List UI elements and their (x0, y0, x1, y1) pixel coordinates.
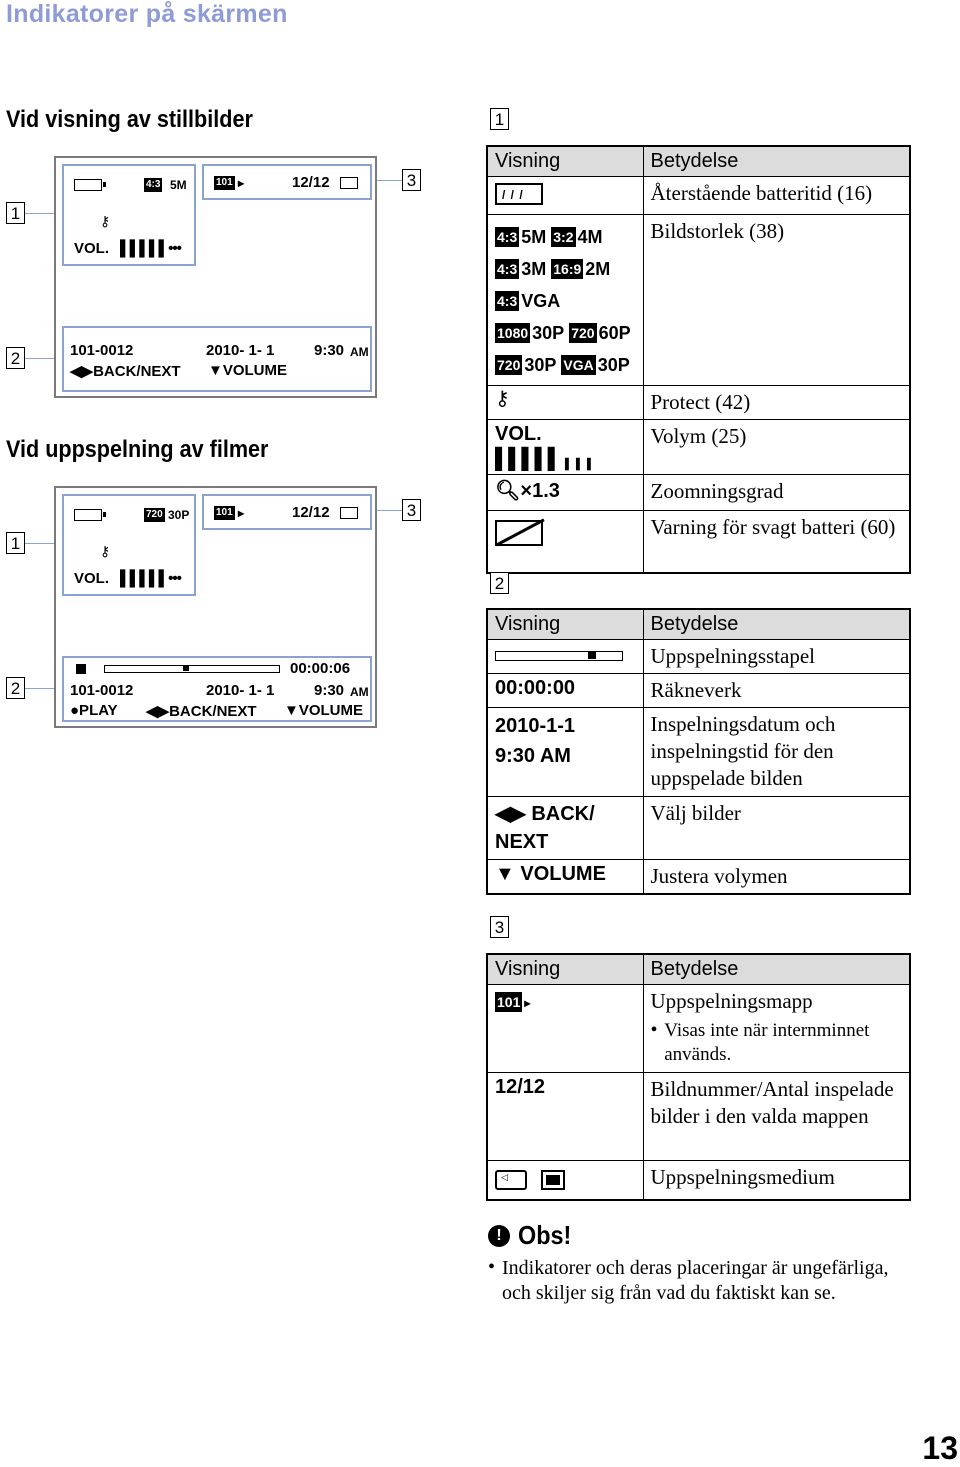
record-ampm: AM (350, 685, 369, 699)
table2-display-backnext: ◀▶ BACK/ NEXT (487, 797, 643, 860)
callout-2-still: 2 (6, 347, 25, 369)
protect-key-icon: ⚷ (100, 544, 111, 560)
battery-icon (74, 179, 102, 191)
table2-display-datetime: 2010-1-1 9:30 AM (487, 708, 643, 797)
table-row (487, 1161, 910, 1201)
notes-title: Obs! (518, 1220, 572, 1250)
low-battery-icon (495, 520, 543, 546)
protect-key-icon: ⚷ (487, 386, 643, 420)
table2-meaning-volume: Justera volymen (643, 860, 910, 895)
still-group-1 (62, 164, 196, 266)
movie-group-2 (62, 656, 372, 722)
volume-label: VOL. (74, 570, 110, 587)
table2-meaning-counter: Räkneverk (643, 674, 910, 708)
table3-meaning-count: Bildnummer/Antal inspelade bilder i den valda mappen (643, 1073, 910, 1161)
table1-meaning-size: Bildstorlek (38) (643, 215, 910, 386)
table1-col-betydelse: Betydelse (643, 146, 910, 177)
table-row: 101 ▸ Uppspelningsmapp • Visas inte när internminnet används. (487, 985, 910, 1073)
table1-number: 1 (490, 108, 509, 130)
table-row (487, 511, 910, 573)
still-section-title: Vid visning av stillbilder (6, 106, 253, 133)
table2-display-counter: 00:00:00 (487, 674, 643, 708)
table-row (487, 215, 910, 386)
still-screen (54, 156, 377, 398)
table-row (487, 386, 910, 420)
callout-3-movie: 3 (402, 499, 421, 521)
folder-icon: 101 (216, 177, 233, 188)
table3-col-visning: Visning (487, 954, 643, 985)
zoom-icon: 🔍︎ (495, 478, 521, 502)
table1-meaning-protect: Protect (42) (643, 386, 910, 420)
protect-key-icon: ⚷ (100, 214, 111, 230)
notes-item: • Indikatorer och deras placeringar är ungefärliga, och skiljer sig från vad du faktiskt kan se. (488, 1256, 918, 1306)
image-size-label: 5M (170, 178, 187, 192)
table1-meaning-volume: Volym (25) (643, 420, 910, 475)
table-row (487, 860, 910, 895)
still-group-3: 101 ▸ 12/12 (202, 164, 372, 200)
movie-group-3: 101 ▸ 12/12 (202, 494, 372, 530)
table3-display-count: 12/12 (487, 1073, 643, 1161)
table1-meaning-lowbattery: Varning för svagt batteri (60) (643, 511, 910, 573)
playback-bar-icon (495, 651, 623, 661)
notes-text: Indikatorer och deras placeringar är ungefärliga, och skiljer sig från vad du faktiskt kan se. (502, 1257, 889, 1304)
notes-heading (488, 1220, 577, 1251)
table-1 (486, 145, 911, 574)
page-number: 13 (922, 1430, 958, 1466)
movie-size-badge: 720 (146, 509, 163, 520)
table2-col-betydelse: Betydelse (643, 609, 910, 640)
volume-hint: ▼VOLUME (208, 362, 288, 379)
battery-icon (74, 509, 102, 521)
movie-size-label: 30P (168, 508, 190, 522)
table-2 (486, 608, 911, 895)
movie-screen (54, 486, 377, 728)
folder-icon: 101 (216, 507, 233, 518)
still-group-2 (62, 326, 372, 392)
image-size-list: 4:3 5M 3:2 4M 4:3 3M 16:9 2M 4:3 VGA 1080 30P 720 60P 720 30P VGA 30P (487, 215, 643, 386)
table-row (487, 674, 910, 708)
table3-meaning-folder: Uppspelningsmapp (650, 989, 813, 1013)
table3-number: 3 (490, 916, 509, 938)
playback-counter: 00:00:06 (290, 660, 351, 677)
record-date: 2010- 1- 1 (206, 342, 275, 359)
table3-note-folder: Visas inte när internminnet används. (664, 1020, 870, 1065)
volume-bars: ▌▌▌▌▌╻╻╻ (495, 448, 594, 470)
record-ampm: AM (350, 345, 369, 359)
table-row (487, 1073, 910, 1161)
table1-col-visning: Visning (487, 146, 643, 177)
table2-meaning-bar: Uppspelningsstapel (643, 640, 910, 674)
table2-meaning-backnext: Välj bilder (643, 797, 910, 860)
caution-icon: ! (488, 1225, 510, 1247)
table1-meaning-battery: Återstående batteritid (16) (643, 177, 910, 215)
volume-hint: ▼VOLUME (284, 702, 364, 719)
callout-1-movie: 1 (6, 532, 25, 554)
playback-bar (104, 665, 280, 673)
internal-memory-icon (541, 1170, 565, 1190)
file-number: 101-0012 (70, 342, 134, 359)
memory-card-icon: ◁ (495, 1170, 527, 1190)
page-header: Indikatorer på skärmen (6, 0, 288, 28)
memory-card-icon (340, 507, 358, 519)
movie-section-title: Vid uppspelning av filmer (6, 436, 269, 463)
battery-icon: / / / (495, 183, 543, 205)
record-time: 9:30 (314, 682, 345, 699)
table2-col-visning: Visning (487, 609, 643, 640)
volume-bars: ▌▌▌▌▌••• (120, 570, 181, 587)
table3-col-betydelse: Betydelse (643, 954, 910, 985)
image-size-badge: 4:3 (146, 179, 161, 190)
table-row (487, 640, 910, 674)
table-row (487, 797, 910, 860)
callout-1-still: 1 (6, 202, 25, 224)
table2-number: 2 (490, 572, 509, 594)
back-next-label: ◀▶BACK/NEXT (146, 703, 257, 720)
folder-icon: 101 (497, 994, 521, 1010)
volume-label: VOL. (74, 240, 110, 257)
movie-group-1 (62, 494, 196, 596)
record-date: 2010- 1- 1 (206, 682, 275, 699)
table-row (487, 475, 910, 511)
table-row (487, 708, 910, 797)
callout-2-movie: 2 (6, 677, 25, 699)
stop-icon (76, 664, 86, 674)
image-count: 12/12 (292, 174, 330, 191)
image-count: 12/12 (292, 504, 330, 521)
memory-card-icon (340, 177, 358, 189)
table2-display-volume: ▼ VOLUME (487, 860, 643, 895)
zoom-factor: ×1.3 (520, 480, 560, 502)
volume-bars: ▌▌▌▌▌••• (120, 240, 181, 257)
volume-label: VOL. (495, 423, 542, 445)
table-row (487, 420, 910, 475)
table2-meaning-datetime: Inspelningsdatum och inspelningstid för den uppspelade bilden (643, 708, 910, 797)
table1-meaning-zoom: Zoomningsgrad (643, 475, 910, 511)
table3-meaning-media: Uppspelningsmedium (643, 1161, 910, 1201)
record-time: 9:30 (314, 342, 345, 359)
table-3 (486, 953, 911, 1201)
callout-3-still: 3 (402, 169, 421, 191)
play-label: ●PLAY (70, 702, 118, 719)
file-number: 101-0012 (70, 682, 134, 699)
back-next-label: ◀▶BACK/NEXT (70, 363, 181, 380)
table-row (487, 177, 910, 215)
